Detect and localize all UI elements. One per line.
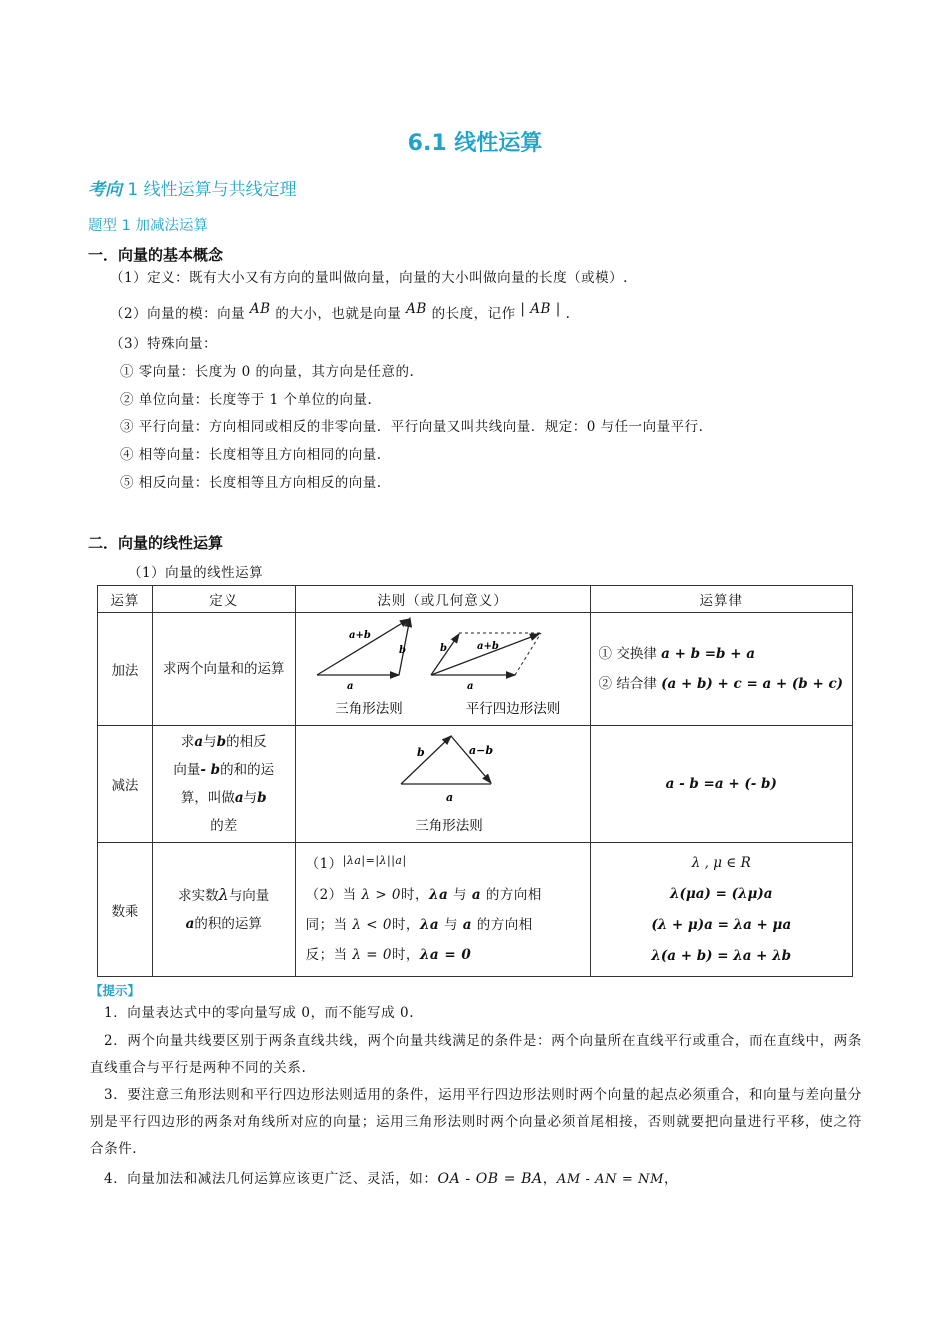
mul-r2-d: 的方向相 xyxy=(485,887,542,903)
par-label-a: a xyxy=(466,681,474,692)
mul-rule xyxy=(295,843,590,977)
mul-r2-la: λa xyxy=(429,887,449,903)
sub-def-5: 的和的运 xyxy=(220,762,275,778)
special-item-zero: ① 零向量：长度为 0 的向量，其方向是任意的. xyxy=(120,364,415,380)
mul-r3-a-vec: a xyxy=(462,917,472,933)
table-row-mul xyxy=(98,843,853,977)
header-op: 运算 xyxy=(98,586,153,613)
mul-def-1: 求实数 xyxy=(178,888,219,904)
par-label-b: b xyxy=(439,643,447,654)
mul-r2-a: （2）当 xyxy=(305,887,357,903)
tip4-formula-2: AM - AN = NM xyxy=(556,1172,664,1187)
mul-r4-eq: λa = 0 xyxy=(419,947,472,963)
mul-r2-b: 时， xyxy=(401,887,430,903)
mul-def-lambda: λ xyxy=(218,885,229,904)
mul-r2-c: 与 xyxy=(453,887,468,903)
sub-op: 减法 xyxy=(98,726,153,843)
tip4-formula-1: OA - OB = BA xyxy=(437,1171,543,1187)
sub-label-amb: a−b xyxy=(468,744,493,757)
mod-end: . xyxy=(565,306,571,322)
mul-law-2: (λ + μ)a = λa + μa xyxy=(651,916,792,933)
sub-def-3: 的相反 xyxy=(226,734,267,750)
section1-heading: 一．向量的基本概念 xyxy=(88,246,224,264)
special-item-opposite: ⑤ 相反向量：长度相等且方向相反的向量. xyxy=(120,475,382,491)
tip4-sep: ， xyxy=(542,1171,557,1187)
law2-formula: (a + b) + c = a + (b + c) xyxy=(661,676,844,692)
mul-law xyxy=(590,843,852,977)
mul-def-3: 的积的运算 xyxy=(194,916,262,932)
par-label-ab: a+b xyxy=(476,641,499,652)
special-item-equal: ④ 相等向量：长度相等且方向相同的向量. xyxy=(120,447,382,463)
mul-def-a: a xyxy=(185,916,195,932)
mul-law-1: λ(μa) = (λμ)a xyxy=(670,885,773,902)
header-def: 定义 xyxy=(152,586,295,613)
tri-label-ab: a+b xyxy=(348,630,371,641)
special-item-parallel: ③ 平行向量：方向相同或相反的非零向量．平行向量又叫共线向量．规定：0 与任一向量平行. xyxy=(120,419,704,435)
special-item-unit: ② 单位向量：长度等于 1 个单位的向量. xyxy=(120,392,373,408)
tip-4 xyxy=(90,1166,862,1193)
mod-line xyxy=(110,302,570,322)
mod-ab-1: AB xyxy=(249,301,271,317)
mod-abs: | AB | xyxy=(520,301,561,317)
mul-r3-b: 时， xyxy=(391,917,420,933)
sub-def-b2: b xyxy=(257,790,267,806)
mod-a: （2）向量的模：向量 xyxy=(110,306,246,322)
parallelogram-rule-figure xyxy=(431,633,541,692)
mul-def xyxy=(152,843,295,977)
sub-def-a: a xyxy=(194,734,204,750)
mul-r4-cond: λ = 0 xyxy=(352,947,392,963)
sub-triangle-figure xyxy=(401,736,493,804)
mul-law-0: λ , μ ∈ R xyxy=(691,854,751,871)
triangle-rule-figure xyxy=(317,618,410,692)
tip-1: 1．向量表达式中的零向量写成 0，而不能写成 0. xyxy=(104,1005,415,1021)
sub-law-formula: a - b =a + (- b) xyxy=(665,776,777,792)
section2-sub: （1）向量的线性运算 xyxy=(128,565,264,581)
sub-label-a: a xyxy=(445,791,453,804)
mul-r2-cond: λ > 0 xyxy=(361,887,402,903)
table-header-row xyxy=(98,586,853,613)
mul-r4-a: 反；当 xyxy=(305,947,348,963)
mul-law-3: λ(a + b) = λa + λb xyxy=(651,947,792,964)
mod-c: 的长度，记作 xyxy=(431,306,516,322)
sub-def-2: 与 xyxy=(203,734,217,750)
mod-ab-2: AB xyxy=(406,301,427,317)
kaoxiang-heading xyxy=(88,175,297,200)
mod-b: 的大小，也就是向量 xyxy=(275,306,402,322)
sub-label-b: b xyxy=(416,746,425,759)
tips-label: 【提示】 xyxy=(90,983,141,998)
linear-ops-table xyxy=(97,585,853,977)
def-line: （1）定义：既有大小又有方向的量叫做向量，向量的大小叫做向量的长度（或模）. xyxy=(110,270,628,286)
mul-r3-c: 与 xyxy=(443,917,458,933)
mul-r1: |λa|=|λ||a| xyxy=(342,854,407,867)
law-commutative xyxy=(599,639,852,669)
mul-r2-a-vec: a xyxy=(471,887,482,903)
header-rule: 法则（或几何意义） xyxy=(295,586,590,613)
tri-label-b: b xyxy=(398,645,406,656)
tip4-end: ， xyxy=(664,1171,679,1187)
law2-label: ② 结合律 xyxy=(598,676,657,692)
tri-label-a: a xyxy=(346,681,354,692)
mul-r4-b: 时， xyxy=(391,947,420,963)
rule-tri-label: 三角形法则 xyxy=(334,701,403,717)
sub-def-6: 算，叫做 xyxy=(180,790,235,806)
sub-def-1: 求 xyxy=(180,734,195,750)
sub-def-4: 向量 xyxy=(173,762,201,778)
tip-3: 3．要注意三角形法则和平行四边形法则适用的条件，运用平行四边形法则时两个向量的起点必须重合，和向量与差向量分别是平行四边形的两条对角线所对应的向量；运用三角形法则时两个向量必须首尾相接，否则就要把向量进行平移，使之符合条件. xyxy=(90,1087,862,1157)
add-diagram xyxy=(303,613,583,721)
sub-def-a2: a xyxy=(234,790,244,806)
tip4-text: 4．向量加法和减法几何运算应该更广泛、灵活，如： xyxy=(104,1171,438,1187)
mul-r3-d: 的方向相 xyxy=(476,917,533,933)
law1-label: ① 交换律 xyxy=(598,646,657,662)
sub-def-b: b xyxy=(216,734,227,750)
sub-rule-label: 三角形法则 xyxy=(414,818,483,834)
sub-def-nb: - b xyxy=(200,762,221,778)
tip-2: 2．两个向量共线要区别于两条直线共线，两个向量共线满足的条件是：两个向量所在直线平行或重合，而在直线中，两条直线重合与平行是两种不同的关系. xyxy=(90,1033,862,1076)
sub-def-2b: 与 xyxy=(243,790,258,806)
header-law: 运算律 xyxy=(590,586,852,613)
sub-diagram xyxy=(303,726,583,838)
special-line: （3）特殊向量： xyxy=(110,336,218,352)
add-rule xyxy=(295,613,590,726)
mul-r3-cond: λ < 0 xyxy=(352,917,392,933)
sub-def-7: 的差 xyxy=(210,818,238,834)
sub-def xyxy=(152,726,295,843)
rule-par-label: 平行四边形法则 xyxy=(465,701,560,717)
tixing-heading: 题型 1 加减法运算 xyxy=(88,218,208,234)
kaoxiang-text: 1 线性运算与共线定理 xyxy=(127,180,297,200)
page-title: 6.1 线性运算 xyxy=(407,131,543,156)
add-def: 求两个向量和的运算 xyxy=(152,613,295,726)
sub-rule xyxy=(295,726,590,843)
mul-r1-label: （1） xyxy=(305,856,343,872)
mul-r3-la: λa xyxy=(419,917,440,933)
table-row-sub xyxy=(98,726,853,843)
sub-law xyxy=(590,726,852,843)
mul-op: 数乘 xyxy=(98,843,153,977)
law1-formula: a + b =b + a xyxy=(661,646,755,662)
table-row-add xyxy=(98,613,853,726)
add-law xyxy=(590,613,852,726)
kaoxiang-label: 考向 xyxy=(88,180,122,200)
section2-heading: 二．向量的线性运算 xyxy=(88,534,224,552)
mul-r3-a: 同；当 xyxy=(305,917,348,933)
law-associative xyxy=(599,669,852,699)
mul-def-2: 与向量 xyxy=(228,888,270,904)
add-op: 加法 xyxy=(98,613,153,726)
